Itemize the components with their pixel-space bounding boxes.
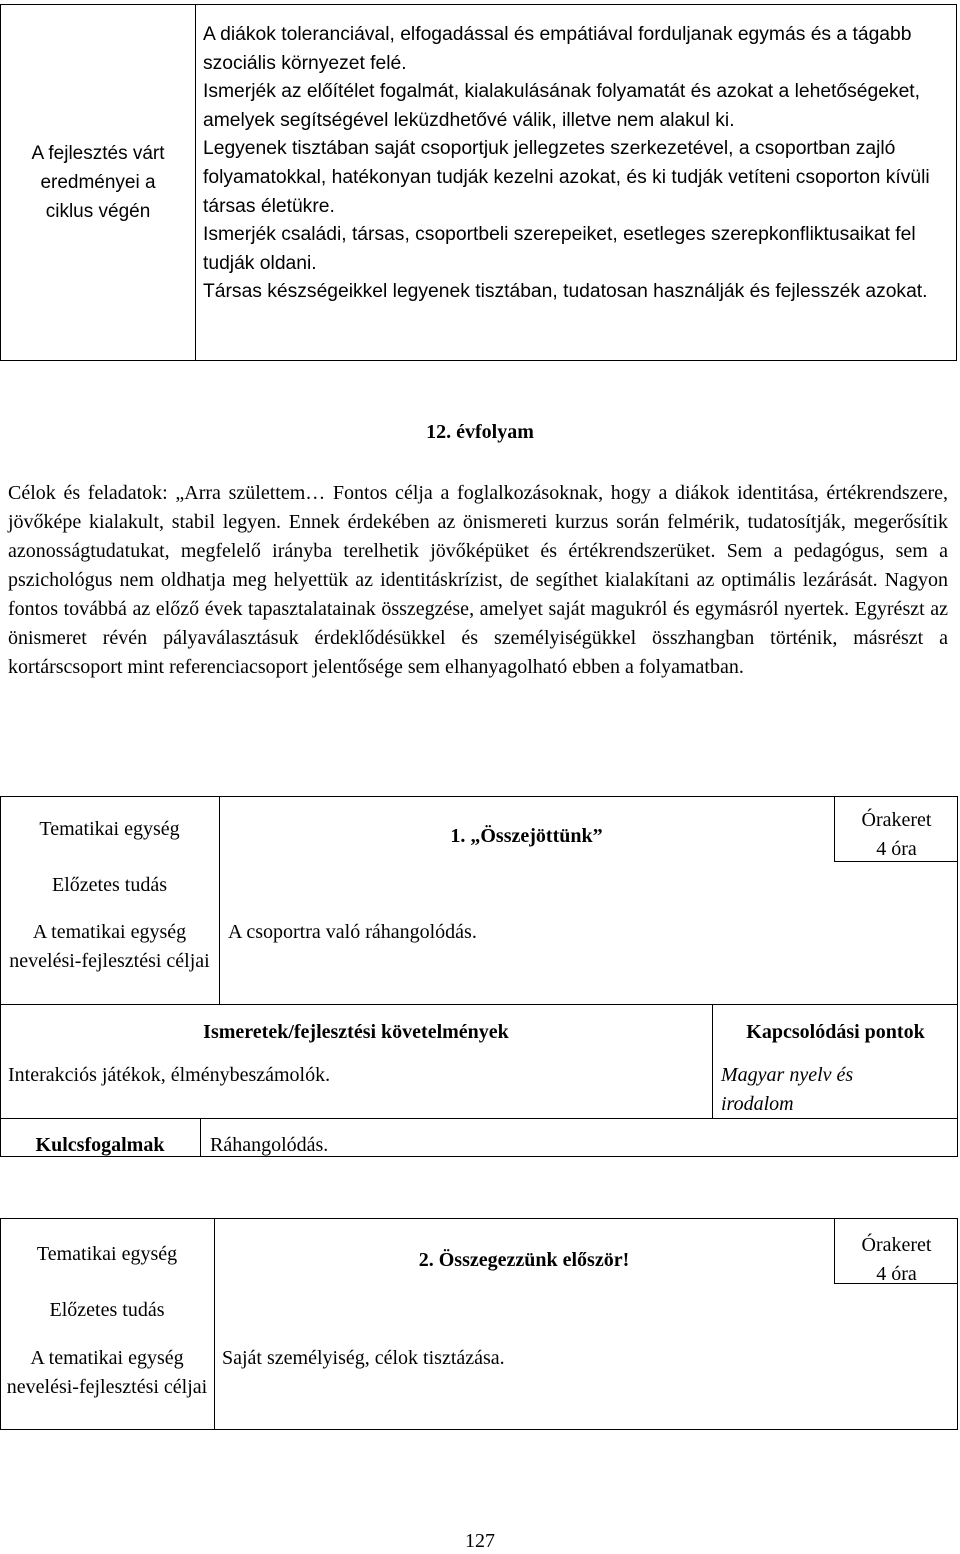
unit1-hours-value: 4 óra [876,838,917,860]
unit1-goals-label: A tematikai egység nevelési-fejlesztési céljai [9,921,210,972]
outcome-paragraph: A diákok toleranciával, elfogadással és empátiával forduljanak egymás és a tágabb szociális környezet felé. [203,24,912,74]
unit1-goals-value: A csoportra való ráhangolódás. [228,921,477,943]
unit1-thematic-label: Tematikai egység [39,818,180,840]
unit1-prior-label: Előzetes tudás [52,874,167,896]
outcome-paragraph: Ismerjék családi, társas, csoportbeli szerepeiket, esetleges szerepkonfliktusaikat fel tudják oldani. [203,224,916,274]
outcome-paragraph: Legyenek tisztában saját csoportjuk jellegzetes szerkezetével, a csoportban zajló folyamatokkal, hatékonyan tudják kezelni azokat, és ki tudják vetíteni csoporton kívüli társas életükre. [203,138,930,217]
unit1-connections-value: Magyar nyelv és irodalom [721,1064,854,1115]
unit1-requirements-header: Ismeretek/fejlesztési követelmények [203,1021,509,1043]
outcomes-text-cell [203,21,953,307]
unit2-hours-label: Órakeret [861,1234,932,1256]
unit1-keywords-label: Kulcsfogalmak [35,1134,165,1156]
unit2-title: 2. Összegezzünk először! [418,1249,630,1271]
unit1-hours-label: Órakeret [861,809,932,831]
outcomes-table [0,4,957,361]
outcome-paragraph: Társas készségeikkel legyenek tisztában, tudatosan használják és fejlesszék azokat. [203,281,928,303]
unit1-title: 1. „Összejöttünk” [450,825,603,847]
unit2-goals-label: A tematikai egység nevelési-fejlesztési céljai [6,1347,208,1398]
outcome-paragraph: Ismerjék az előítélet fogalmát, kialakulásának folyamatát és azokat a lehetőségeket, amelyek segítségével leküzdhetővé válik, illetve nem alakul ki. [203,81,921,131]
unit1-keywords-value: Ráhangolódás. [210,1134,329,1156]
grade-heading: 12. évfolyam [426,421,534,443]
unit2-thematic-label: Tematikai egység [36,1243,178,1265]
goals-paragraph: Célok és feladatok: „Arra születtem… Fontos célja a foglalkozásoknak, hogy a diákok identitása, értékrendszere, jövőképe kialakult, stabil legyen. Ennek érdekében az önismereti kurzus során felmérik, tudatosítják, megerősítik azonosságtudatukat, megfelelő irányba terelhetik jövőképüket és értékrendszerüket. Sem a pedagógus, sem a pszichológus nem oldhatja meg helyettük az identitáskrízist, de segíthet kialakítani az optimális lezárását. Nagyon fontos továbbá az előző évek tapasztalatainak összegzése, amelyet saját magukról és egymásról nyertek. Egyrészt az önismeret révén pályaválasztásuk érdeklődésükkel és személyiségükkel összhangban történik, másrészt a kortárscsoport mint referenciacsoport jelentősége sem elhanyagolható ebben a folyamatban. [8,482,948,678]
unit2-hours-value: 4 óra [876,1263,917,1285]
outcomes-label-cell [1,5,196,360]
unit2-goals-value: Saját személyiség, célok tisztázása. [222,1347,505,1369]
outcomes-label: A fejlesztés várt eredményei a ciklus végén [31,143,165,222]
unit2-prior-label: Előzetes tudás [49,1299,165,1321]
unit1-requirements-value: Interakciós játékok, élménybeszámolók. [8,1064,331,1086]
unit1-connections-header: Kapcsolódási pontok [746,1021,925,1043]
page-number: 127 [465,1530,495,1552]
